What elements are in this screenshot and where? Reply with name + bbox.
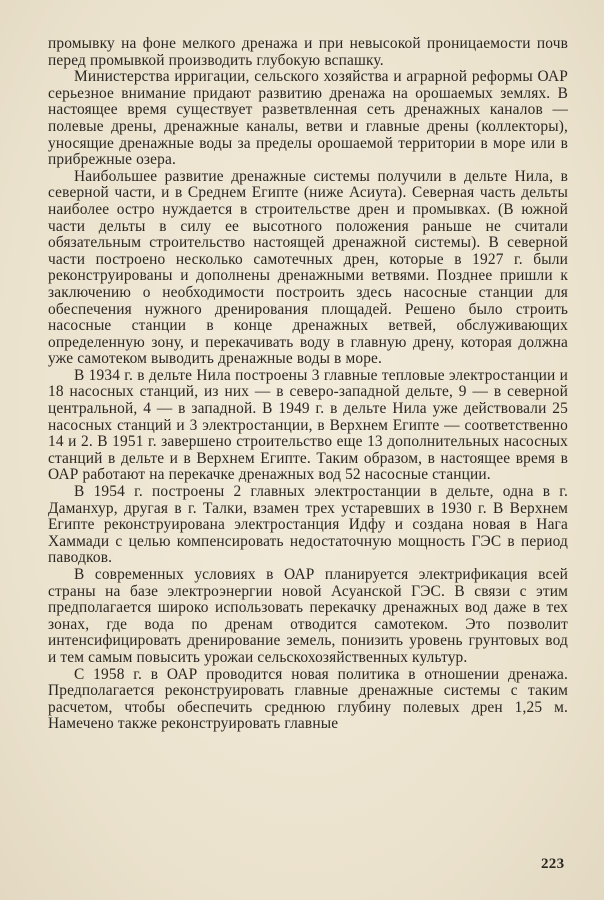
body-text: [48, 36, 568, 733]
page-number: 223: [541, 856, 565, 872]
paragraph-1934: В 1934 г. в дельте Нила построены 3 главные тепловые электростанции и 18 насосных станций, из них — в северо-западной дельте, 9 — в северной центральной, 4 — в западной. В 1949 г. в дельте Нила уже действовали 25 насосных станций и 3 электростанции, в Верхнем Египте — соответственно 14 и 2. В 1951 г. завершено строительство еще 13 дополнительных насосных станций в дельте и в Верхнем Египте. Таким образом, в настоящее время в ОАР работают на перекачке дренажных вод 52 насосные станции.: [48, 366, 568, 484]
paragraph-continuation: промывку на фоне мелкого дренажа и при невысокой проницаемости почв перед промывкой производить глубокую вспашку.: [48, 35, 568, 69]
paragraph-1954: В 1954 г. построены 2 главных электростанции в дельте, одна в г. Даманхур, другая в г. Талки, взамен трех устаревших в 1930 г. В Верхнем Египте реконструирована электростанция Идфу и создана новая в Нага Хаммади с целью компенсировать недостаточную мощность ГЭС в период паводков.: [48, 483, 568, 567]
paragraph-1958: С 1958 г. в ОАР проводится новая политика в отношении дренажа. Предполагается реконструировать главные дренажные системы с таким расчетом, чтобы обеспечить среднюю глубину полевых дрен 1,25 м. Намечено также реконструировать главные: [48, 665, 568, 733]
paragraph-electrification: В современных условиях в ОАР планируется электрификация всей страны на базе электроэнергии новой Асуанской ГЭС. В связи с этим предполагается широко использовать перекачку дренажных вод даже в тех зонах, где вода по дренам отводится самотеком. Это позволит интенсифицировать дренирование земель, понизить уровень грунтовых вод и тем самым повысить урожаи сельскохозяйственных культур.: [48, 566, 568, 666]
paragraph-ministries: Министерства ирригации, сельского хозяйства и аграрной реформы ОАР серьезное внимание придают развитию дренажа на орошаемых землях. В настоящее время существует разветвленная сеть дренажных каналов — полевые дрены, дренажные каналы, ветви и главные дрены (коллекторы), уносящие дренажные воды за пределы орошаемой территории в море или в прибрежные озера.: [48, 68, 568, 169]
paragraph-nile-delta: Наибольшее развитие дренажные системы получили в дельте Нила, в северной части, и в Среднем Египте (ниже Асиута). Северная часть дельты наиболее остро нуждается в строительстве дрен и промывках. (В южной части дельты в силу ее высотного положения раньше не считали обязательным строительство настоящей дренажной системы). В северной части построено несколько самотечных дрен, которые в 1927 г. были реконструированы и дополнены дренажными ветвями. Позднее пришли к заключению о необходимости построить здесь насосные станции для обеспечения нужного дренирования площадей. Решено было строить насосные станции в конце дренажных ветвей, обслуживающих определенную зону, и перекачивать воду в главную дрену, которая должна уже самотеком выводить дренажные воды в море.: [48, 167, 568, 368]
